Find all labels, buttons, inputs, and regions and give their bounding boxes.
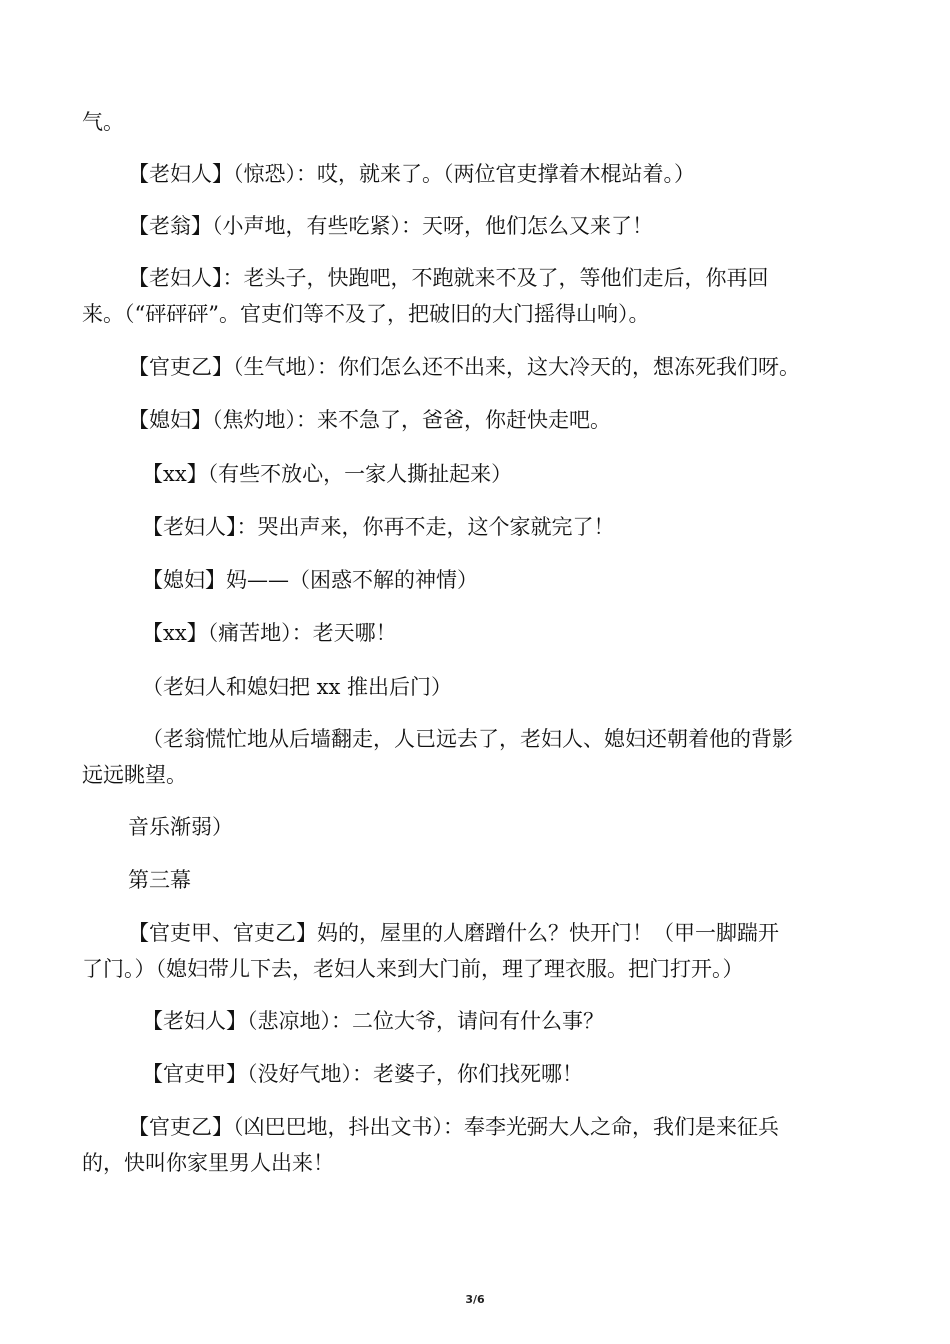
text-line: 【老妇人】（悲凉地）：二位大爷，请问有什么事？ <box>142 1009 604 1033</box>
text-line: 第三幕 <box>128 868 191 892</box>
text-line: 音乐渐弱） <box>128 815 233 839</box>
page-number: 3/6 <box>465 1293 485 1306</box>
text-line: 【官吏甲、官吏乙】妈的，屋里的人磨蹭什么？快开门！（甲一脚踹开 <box>128 921 779 945</box>
text-line: 【官吏乙】（凶巴巴地，抖出文书）：奉李光弼大人之命，我们是来征兵 <box>128 1115 779 1139</box>
text-line: 【老翁】（小声地，有些吃紧）：天呀，他们怎么又来了！ <box>128 214 653 238</box>
text-line: （老妇人和媳妇把 xx 推出后门） <box>142 675 453 699</box>
text-line: 【官吏甲】（没好气地）：老婆子，你们找死哪！ <box>142 1062 583 1086</box>
text-line: 【官吏乙】（生气地）：你们怎么还不出来，这大冷天的，想冻死我们呀。 <box>128 355 800 379</box>
text-line: 气。 <box>82 110 124 134</box>
text-line: 了门。）（媳妇带儿下去，老妇人来到大门前，理了理衣服。把门打开。） <box>82 957 744 981</box>
text-line: 【xx】（有些不放心，一家人撕扯起来） <box>142 462 513 486</box>
text-line: 【老妇人】：哭出声来，你再不走，这个家就完了！ <box>142 515 615 539</box>
text-line: 的，快叫你家里男人出来！ <box>82 1151 334 1175</box>
text-line: 远远眺望。 <box>82 763 187 787</box>
text-line: 【老妇人】：老头子，快跑吧，不跑就来不及了，等他们走后，你再回 <box>128 266 769 290</box>
text-line: 【媳妇】（焦灼地）：来不急了，爸爸，你赶快走吧。 <box>128 408 611 432</box>
text-line: （老翁慌忙地从后墙翻走，人已远去了，老妇人、媳妇还朝着他的背影 <box>142 727 793 751</box>
text-line: 来。（“砰砰砰”。官吏们等不及了，把破旧的大门摇得山响）。 <box>82 302 650 326</box>
text-line: 【老妇人】（惊恐）：哎，就来了。（两位官吏撑着木棍站着。） <box>128 162 695 186</box>
text-line: 【媳妇】妈——（困惑不解的神情） <box>142 568 478 592</box>
text-line: 【xx】（痛苦地）：老天哪！ <box>142 621 397 645</box>
